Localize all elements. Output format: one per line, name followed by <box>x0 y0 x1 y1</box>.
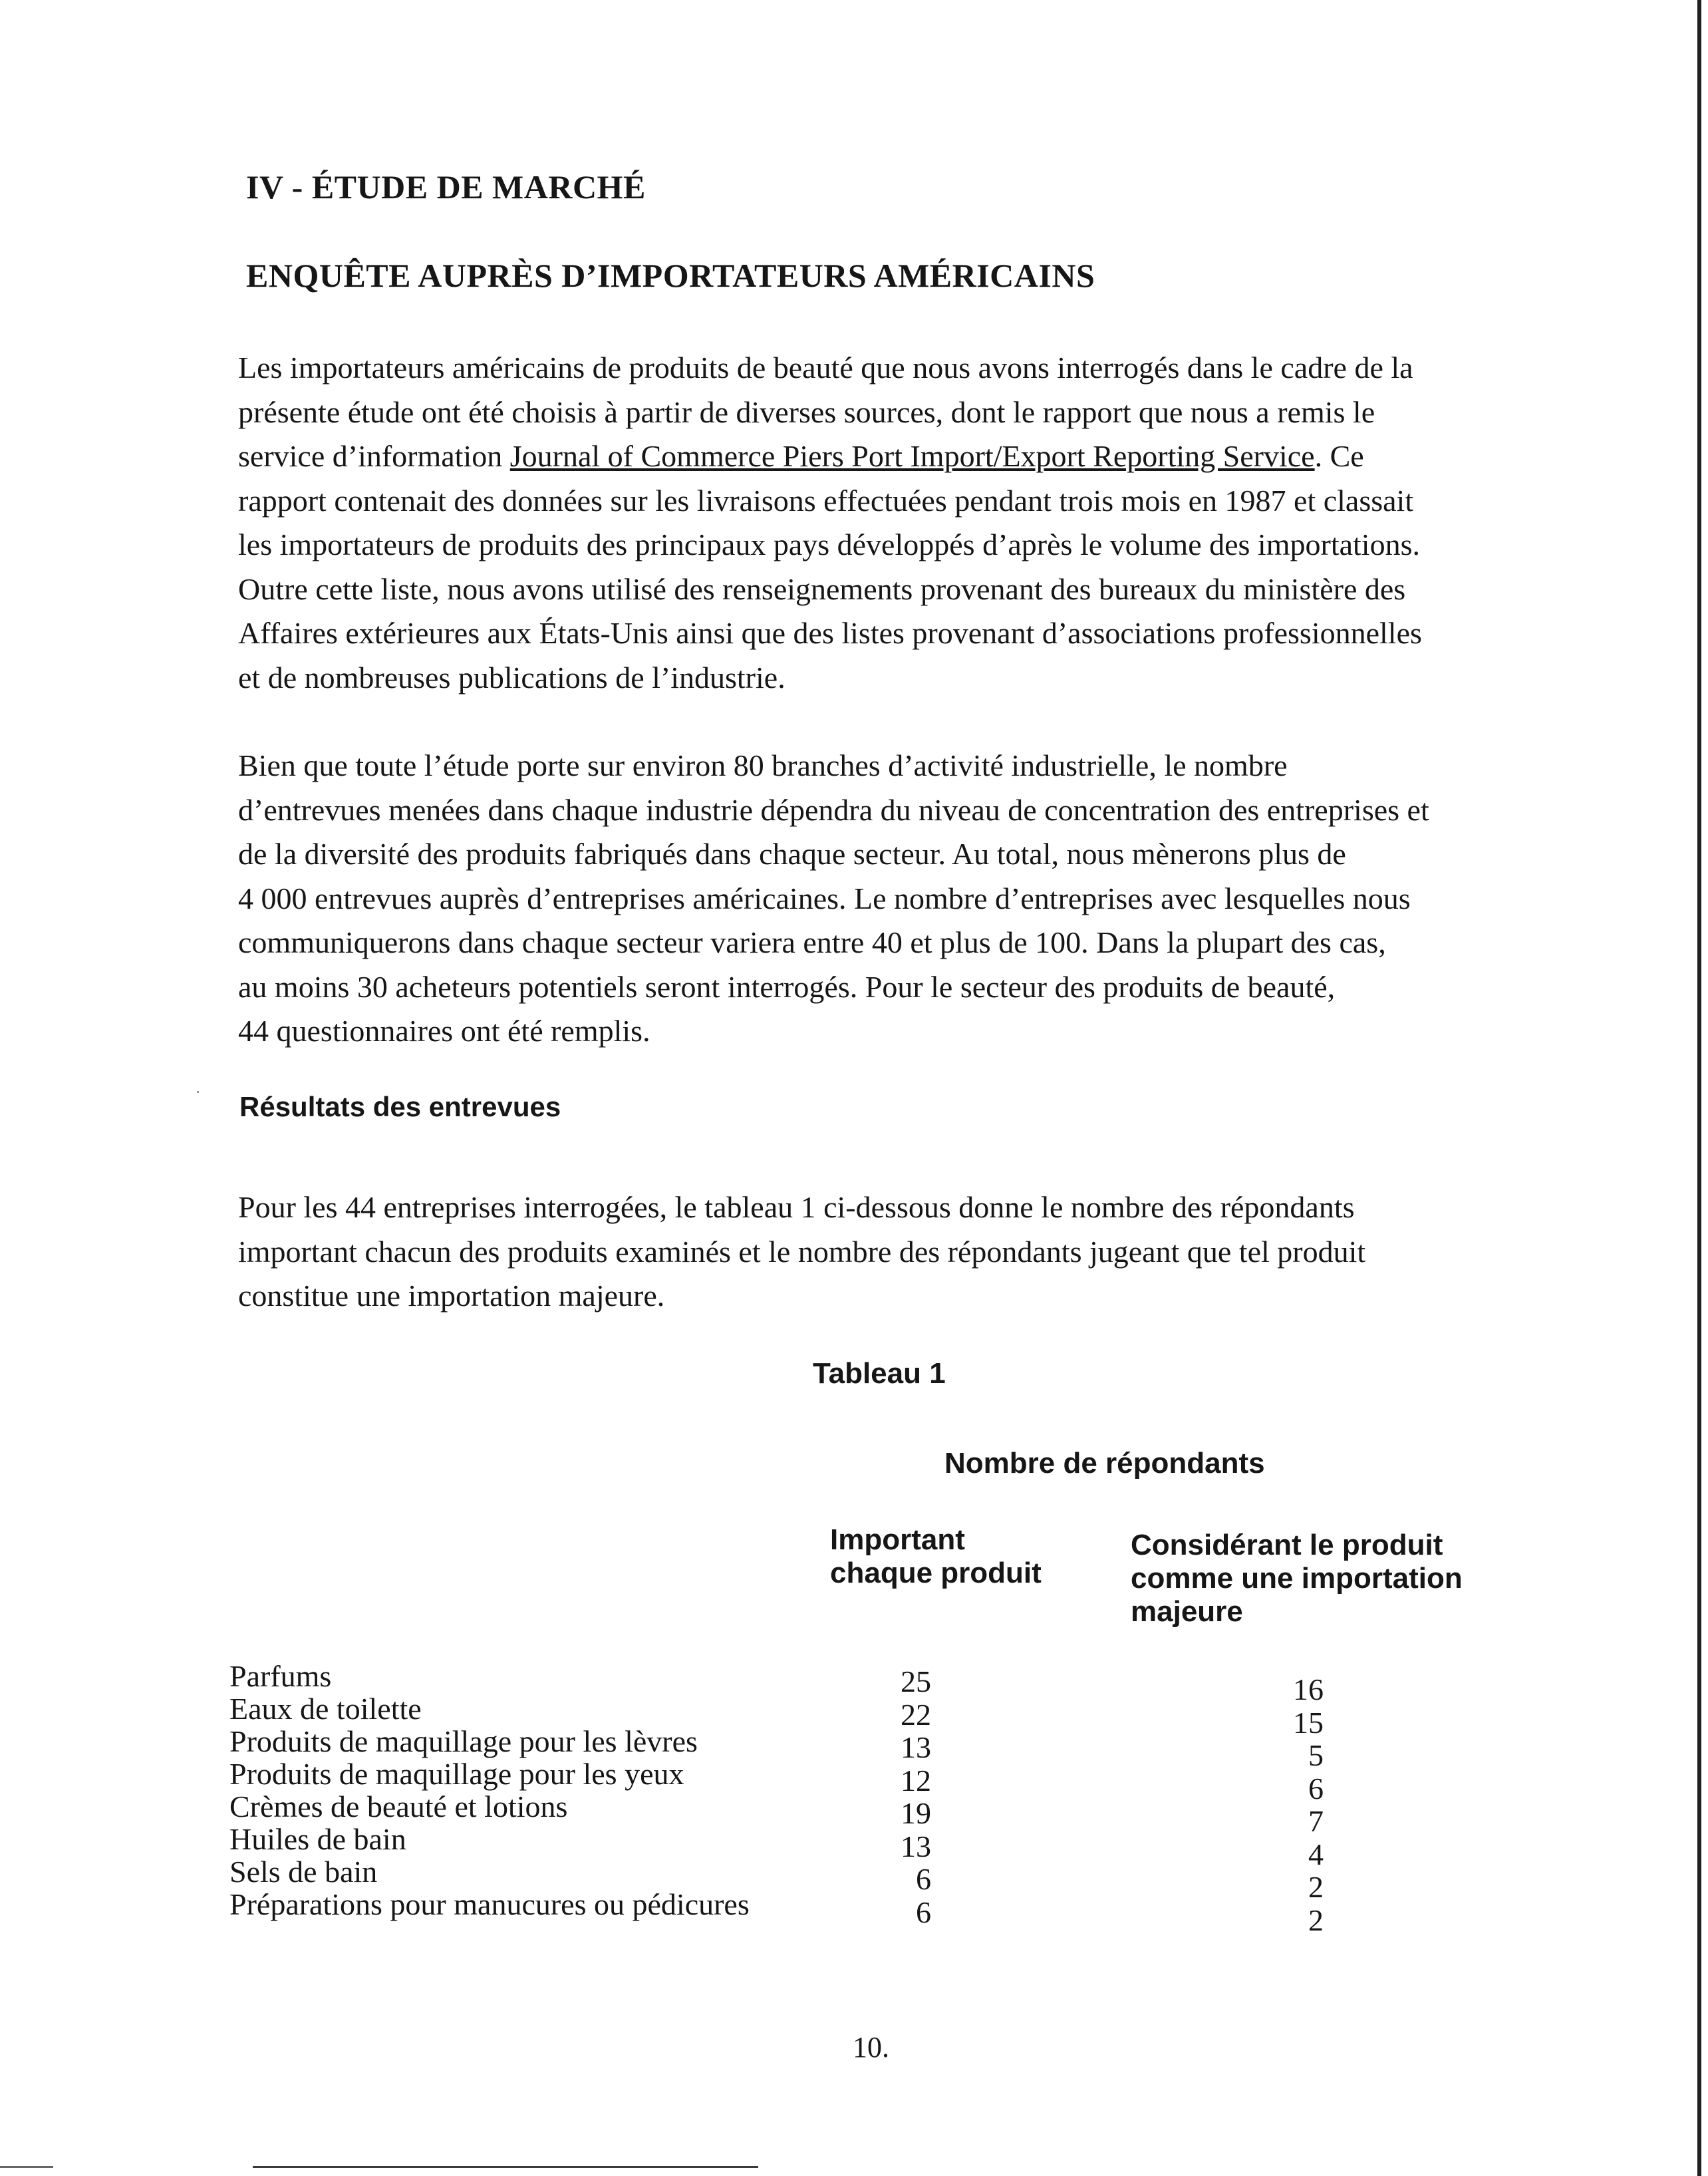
column-header-line: chaque produit <box>830 1557 1042 1589</box>
paragraph-line: communiquerons dans chaque secteur variera entre 40 et plus de 100. Dans la plupart des cas, <box>238 925 1386 959</box>
paragraph-line: de la diversité des produits fabriqués dans chaque secteur. Au total, nous mènerons plus de <box>238 837 1346 871</box>
table-column-important-values <box>878 1665 931 1929</box>
table-cell-majeure: 4 <box>1308 1837 1324 1871</box>
table-caption: Tableau 1 <box>813 1357 946 1390</box>
table-cell-important: 12 <box>901 1763 931 1797</box>
subsection-heading: ENQUÊTE AUPRÈS D’IMPORTATEURS AMÉRICAINS <box>246 257 1095 294</box>
table-cell-important: 19 <box>901 1796 931 1830</box>
table-cell-important: 25 <box>901 1664 931 1698</box>
paragraph-sources <box>238 346 1548 700</box>
paragraph-line: 4 000 entrevues auprès d’entreprises américaines. Le nombre d’entreprises avec lesquelles nous <box>238 881 1411 915</box>
table-column-majeure-values <box>1270 1673 1324 1937</box>
paragraph-line: Outre cette liste, nous avons utilisé des renseignements provenant des bureaux du ministère des <box>238 571 1406 606</box>
paragraph-line: présente étude ont été choisis à partir de diverses sources, dont le rapport que nous a remis le <box>238 394 1375 429</box>
paragraph-line: 44 questionnaires ont été remplis. <box>238 1014 650 1048</box>
paragraph-line: important chacun des produits examinés et le nombre des répondants jugeant que tel produit <box>238 1234 1366 1269</box>
results-heading: Résultats des entrevues <box>239 1091 561 1122</box>
table-row-label: Produits de maquillage pour les yeux <box>229 1757 684 1791</box>
scan-artifact-line <box>253 2166 758 2168</box>
scan-artifact-mark <box>0 2166 53 2168</box>
paragraph-line: et de nombreuses publications de l’industrie. <box>238 660 785 695</box>
table-group-header: Nombre de répondants <box>944 1447 1265 1479</box>
column-header-line: majeure <box>1131 1595 1243 1628</box>
paragraph-line: Pour les 44 entreprises interrogées, le tableau 1 ci-dessous donne le nombre des répondants <box>238 1190 1355 1224</box>
paragraph-line: Affaires extérieures aux États-Unis ainsi que des listes provenant d’associations professionnelles <box>238 616 1422 650</box>
paragraph-line: constitue une importation majeure. <box>238 1279 665 1313</box>
paragraph-line: Les importateurs américains de produits de beauté que nous avons interrogés dans le cadre de la <box>238 351 1413 385</box>
table-cell-majeure: 16 <box>1293 1672 1324 1706</box>
table-cell-majeure: 7 <box>1308 1804 1324 1838</box>
table-row-label: Huiles de bain <box>229 1822 406 1856</box>
column-header-line: comme une importation <box>1131 1562 1463 1595</box>
page-edge-border <box>1697 0 1701 2176</box>
paragraph-results-intro <box>238 1185 1548 1319</box>
table-row-label: Eaux de toilette <box>229 1692 422 1726</box>
column-header-important <box>830 1523 1042 1590</box>
table-row-label: Crèmes de beauté et lotions <box>229 1789 568 1823</box>
paragraph-text: . Ce <box>1314 439 1364 473</box>
column-header-line: Important <box>830 1523 965 1556</box>
table-cell-important: 13 <box>901 1730 931 1764</box>
column-header-line: Considérant le produit <box>1131 1529 1443 1561</box>
paragraph-text: service d’information <box>238 439 510 473</box>
report-service-title: Journal of Commerce Piers Port Import/Export Reporting Service <box>509 439 1315 473</box>
page-number: 10. <box>853 2031 889 2064</box>
paragraph-line: Bien que toute l’étude porte sur environ 80 branches d’activité industrielle, le nombre <box>238 748 1288 782</box>
table-cell-important: 6 <box>916 1895 931 1929</box>
column-header-majeure <box>1131 1529 1463 1629</box>
section-heading: IV - ÉTUDE DE MARCHÉ <box>246 168 646 206</box>
paragraph-line: au moins 30 acheteurs potentiels seront interrogés. Pour le secteur des produits de beauté, <box>238 969 1336 1004</box>
table-cell-majeure: 2 <box>1308 1870 1324 1904</box>
paragraph-line: les importateurs de produits des principaux pays développés d’après le volume des importations. <box>238 528 1420 561</box>
table-cell-important: 13 <box>901 1829 931 1863</box>
table-row-label: Préparations pour manucures ou pédicures <box>229 1887 750 1921</box>
paragraph-scope <box>238 744 1548 1054</box>
table-cell-majeure: 15 <box>1293 1705 1324 1740</box>
paragraph-line <box>238 434 1548 479</box>
table-row-label: Parfums <box>229 1659 332 1693</box>
table-cell-majeure: 5 <box>1308 1738 1324 1772</box>
table-cell-majeure: 2 <box>1308 1903 1324 1937</box>
table-row-label: Sels de bain <box>229 1855 378 1889</box>
table-row-label: Produits de maquillage pour les lèvres <box>229 1724 698 1758</box>
paragraph-line: rapport contenait des données sur les livraisons effectuées pendant trois mois en 1987 et classait <box>238 483 1414 518</box>
table-cell-important: 6 <box>916 1862 931 1896</box>
scan-artifact-dot <box>197 1091 199 1093</box>
table-cell-majeure: 6 <box>1308 1771 1324 1805</box>
table-cell-important: 22 <box>901 1697 931 1732</box>
paragraph-line: d’entrevues menées dans chaque industrie dépendra du niveau de concentration des entreprises et <box>238 792 1429 827</box>
table-row-labels <box>229 1660 750 1921</box>
